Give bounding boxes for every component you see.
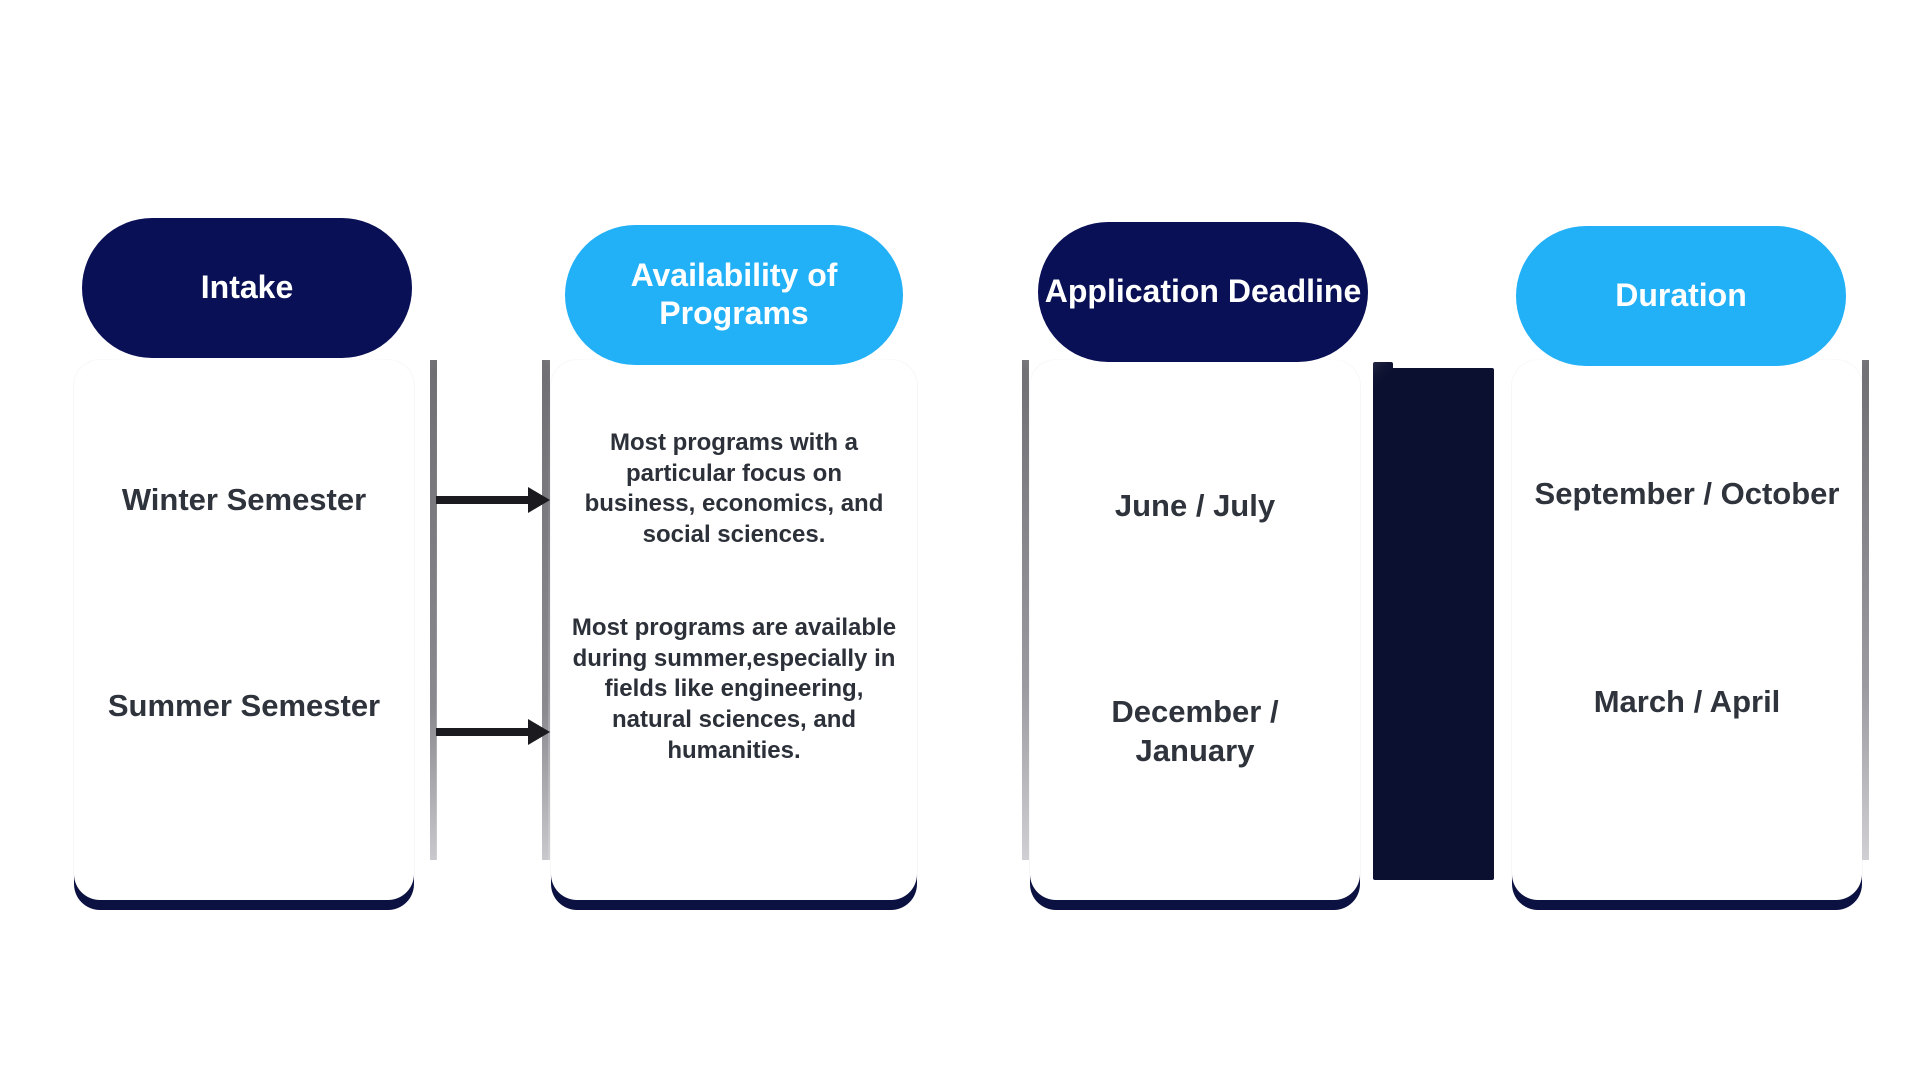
section-divider-block [1382, 368, 1494, 880]
deadline-row-2: December / January [1111, 693, 1279, 769]
header-pill-duration [1516, 226, 1846, 366]
section-divider-block-shadow [1373, 362, 1393, 880]
connector-rail-left [430, 360, 436, 860]
arrow-line-winter [436, 496, 532, 504]
arrow-right-icon-summer [528, 719, 550, 745]
connector-column [430, 360, 550, 900]
header-pill-availability-label: Availability of Programs [630, 257, 838, 331]
header-pill-duration-label: Duration [1615, 277, 1747, 314]
connector-rail-right [542, 360, 548, 860]
card-availability [551, 360, 917, 900]
intake-row-2: Summer Semester [107, 687, 381, 723]
deadline-row-1: June / July [1114, 488, 1276, 523]
card-application-deadline [1030, 360, 1360, 900]
header-pill-application-deadline-label: Application Deadline [1044, 273, 1362, 310]
duration-row-1: September / October [1534, 476, 1840, 511]
duration-row-2: March / April [1593, 683, 1781, 719]
intake-row-1: Winter Semester [121, 482, 367, 517]
header-pill-intake [82, 218, 412, 358]
header-pill-application-deadline [1038, 222, 1368, 362]
header-pill-availability [565, 225, 903, 365]
card-duration [1512, 360, 1862, 900]
card-intake [74, 360, 414, 900]
arrow-right-icon-winter [528, 487, 550, 513]
availability-row-1: Most programs with a particular focus on business, economics, and social sciences. [584, 429, 884, 549]
availability-row-2: Most programs are available during summer,especially in fields like engineering, natural sciences, and humanities. [571, 613, 897, 764]
divider-bar-duration-right [1862, 360, 1869, 860]
arrow-line-summer [436, 728, 532, 736]
divider-bar-deadline-left [1022, 360, 1029, 860]
header-pill-intake-label: Intake [200, 269, 294, 306]
